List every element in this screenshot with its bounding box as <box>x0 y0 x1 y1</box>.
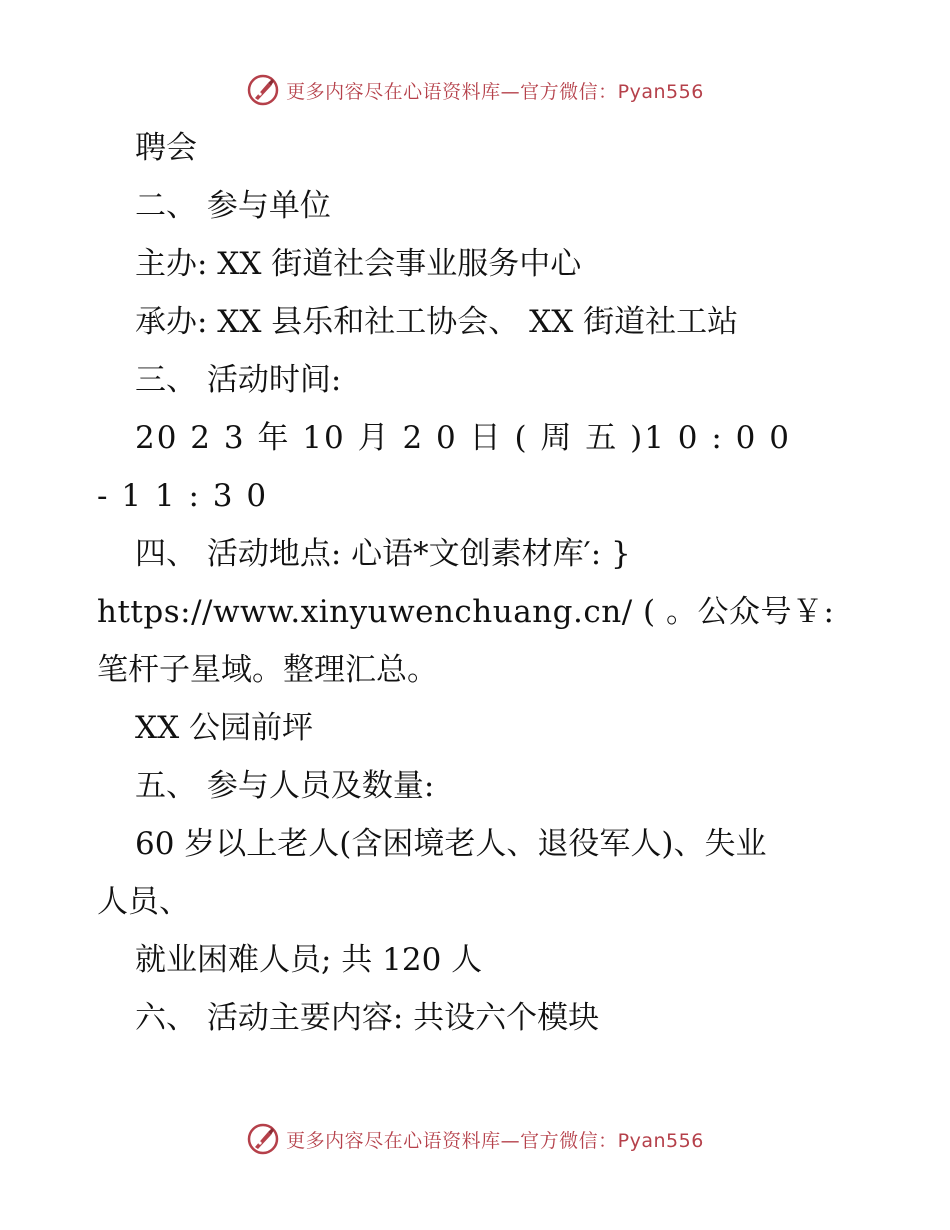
text-line-people-1: 60 岁以上老人(含困境老人、退役军人)、失业 <box>135 826 767 862</box>
text-line-1: 聘会 <box>135 130 197 166</box>
text-line-organizer: 主办: XX 街道社会事业服务中心 <box>135 246 582 282</box>
text-line-people-3: 就业困难人员; 共 120 人 <box>135 942 483 978</box>
section-heading-people: 五、 参与人员及数量: <box>135 768 435 804</box>
text-line-url: https://www.xinyuwenchuang.cn/ ( 。公众号￥: <box>97 594 835 630</box>
header-watermark <box>246 73 704 107</box>
section-heading-time: 三、 活动时间: <box>135 362 342 398</box>
footer-watermark-banner <box>0 1121 950 1157</box>
section-heading-content: 六、 活动主要内容: 共设六个模块 <box>135 1000 600 1036</box>
text-line-time-end: - 1 1 : 3 0 <box>97 478 269 514</box>
pen-nib-logo-icon <box>246 73 280 107</box>
text-line-source: 笔杆子星域。整理汇总。 <box>97 652 438 688</box>
text-line-co-organizer: 承办: XX 县乐和社工协会、 XX 街道社工站 <box>135 304 739 340</box>
footer-watermark <box>246 1122 704 1156</box>
text-line-venue: XX 公园前坪 <box>135 710 313 746</box>
header-watermark-banner <box>0 72 950 108</box>
watermark-text: 更多内容尽在心语资料库—官方微信：Pyan556 <box>286 80 704 103</box>
section-heading-location: 四、 活动地点: 心语*文创素材库′: } <box>135 536 631 572</box>
pen-nib-logo-icon <box>246 1122 280 1156</box>
text-line-date: 20 2 3 年 10 月 2 0 日 ( 周 五 )1 0 : 0 0 <box>135 420 791 456</box>
text-line-people-2: 人员、 <box>97 884 190 920</box>
section-heading-participants: 二、 参与单位 <box>135 188 331 224</box>
watermark-text: 更多内容尽在心语资料库—官方微信：Pyan556 <box>286 1129 704 1152</box>
